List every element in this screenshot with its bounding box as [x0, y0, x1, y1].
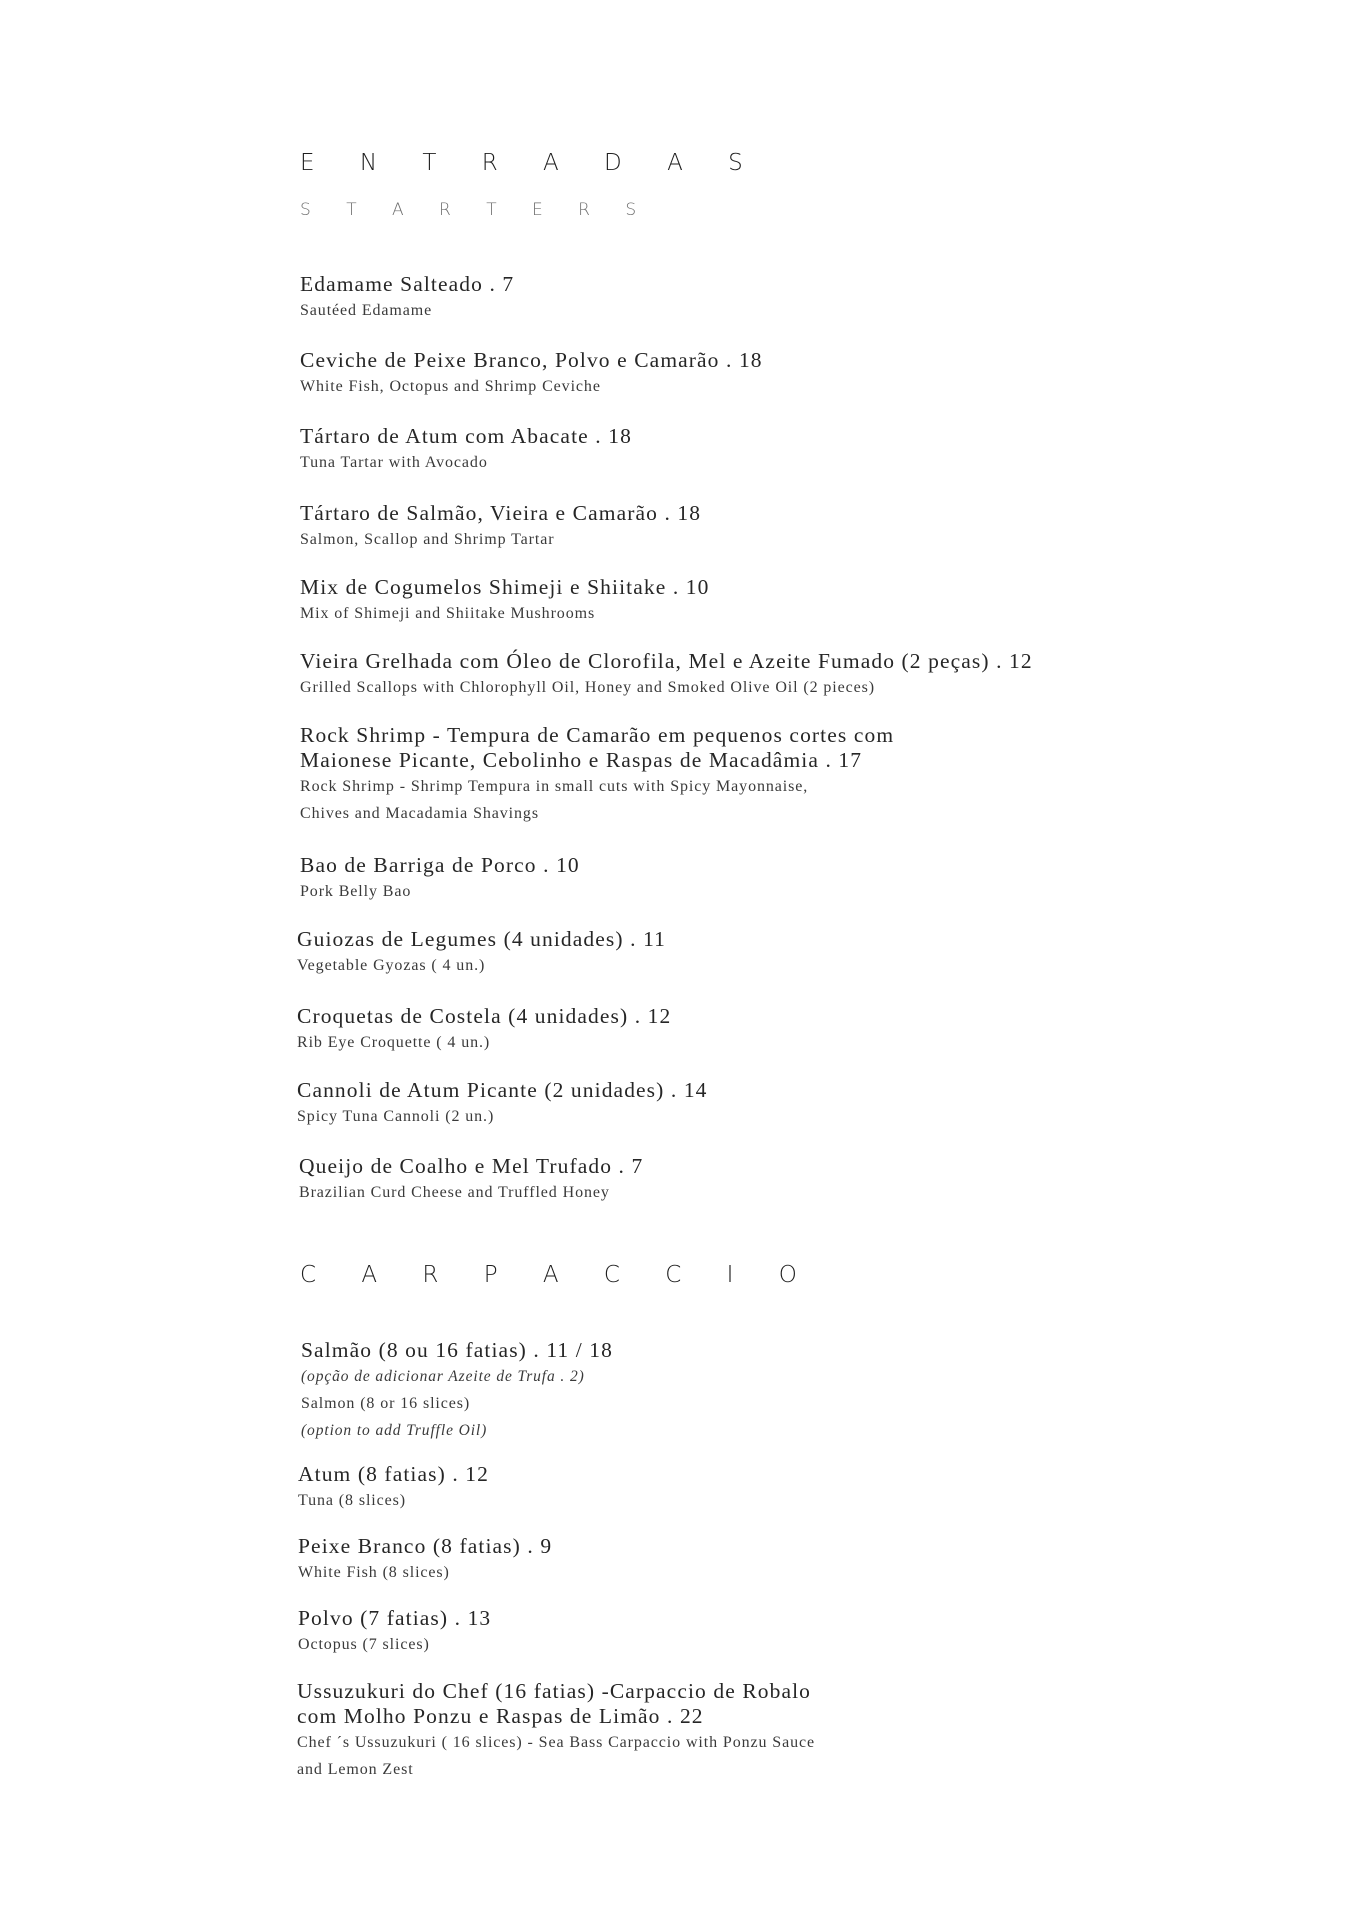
item-name-pt: Guiozas de Legumes (4 unidades) . 11 — [297, 927, 666, 951]
item-name-en-line-2: and Lemon Zest — [297, 1761, 414, 1778]
item-name-pt: Polvo (7 fatias) . 13 — [298, 1606, 492, 1630]
item-note-pt: (opção de adicionar Azeite de Trufa . 2) — [301, 1368, 585, 1385]
item-name-pt: Peixe Branco (8 fatias) . 9 — [298, 1534, 553, 1558]
item-name-pt: Queijo de Coalho e Mel Trufado . 7 — [299, 1154, 644, 1178]
item-name-pt: Salmão (8 ou 16 fatias) . 11 / 18 — [301, 1338, 613, 1362]
item-name-pt: Croquetas de Costela (4 unidades) . 12 — [297, 1004, 672, 1028]
menu-item — [301, 1338, 613, 1444]
item-name-en: Tuna Tartar with Avocado — [300, 454, 488, 471]
item-name-en: Octopus (7 slices) — [298, 1636, 430, 1653]
item-name-pt — [297, 1679, 815, 1729]
item-name-en-line-1: Rock Shrimp - Shrimp Tempura in small cuts with Spicy Mayonnaise, — [300, 778, 809, 795]
menu-item — [300, 723, 894, 827]
section-subtitle-starters: S T A R T E R S — [300, 200, 652, 220]
menu-item — [299, 1154, 643, 1206]
menu-item — [298, 1534, 552, 1586]
menu-item — [300, 424, 632, 476]
item-name-pt: Tártaro de Atum com Abacate . 18 — [300, 424, 632, 448]
item-name-en: Spicy Tuna Cannoli (2 un.) — [297, 1108, 495, 1125]
item-name-en — [300, 773, 894, 827]
item-name-en-line-2: Chives and Macadamia Shavings — [300, 805, 539, 822]
menu-item — [297, 1679, 815, 1783]
item-name-pt-line-1: Rock Shrimp - Tempura de Camarão em pequenos cortes com — [300, 723, 895, 747]
item-name-en: White Fish, Octopus and Shrimp Ceviche — [300, 378, 601, 395]
item-name-en: Sautéed Edamame — [300, 302, 433, 319]
item-name-pt: Ceviche de Peixe Branco, Polvo e Camarão . 18 — [300, 348, 763, 372]
menu-item — [300, 575, 709, 627]
item-name-en: Grilled Scallops with Chlorophyll Oil, Honey and Smoked Olive Oil (2 pieces) — [300, 679, 875, 696]
menu-item — [300, 853, 580, 905]
item-name-en — [297, 1729, 815, 1783]
item-name-pt: Bao de Barriga de Porco . 10 — [300, 853, 580, 877]
item-name-pt-line-1: Ussuzukuri do Chef (16 fatias) -Carpaccio de Robalo — [297, 1679, 812, 1703]
item-name-en: Rib Eye Croquette ( 4 un.) — [297, 1034, 491, 1051]
menu-item — [297, 1004, 671, 1056]
menu-item — [300, 272, 514, 324]
item-name-en: Tuna (8 slices) — [298, 1492, 407, 1509]
menu-item — [297, 1078, 708, 1130]
item-name-pt: Cannoli de Atum Picante (2 unidades) . 14 — [297, 1078, 708, 1102]
menu-item — [300, 649, 1033, 701]
item-name-en: Vegetable Gyozas ( 4 un.) — [297, 957, 486, 974]
section-title-carpaccio: C A R P A C C I O — [300, 1262, 816, 1288]
item-note-en: (option to add Truffle Oil) — [301, 1422, 488, 1439]
item-name-en: Salmon (8 or 16 slices) — [301, 1395, 471, 1412]
item-name-pt: Tártaro de Salmão, Vieira e Camarão . 18 — [300, 501, 702, 525]
item-name-pt: Edamame Salteado . 7 — [300, 272, 515, 296]
menu-item — [300, 348, 763, 400]
item-name-pt-line-2: com Molho Ponzu e Raspas de Limão . 22 — [297, 1704, 704, 1728]
menu-item — [300, 501, 701, 553]
menu-item — [298, 1606, 491, 1658]
menu-item — [298, 1462, 489, 1514]
item-name-en: Pork Belly Bao — [300, 883, 412, 900]
item-name-pt — [300, 723, 894, 773]
item-name-pt: Vieira Grelhada com Óleo de Clorofila, Mel e Azeite Fumado (2 peças) . 12 — [300, 649, 1033, 673]
item-name-en: White Fish (8 slices) — [298, 1564, 450, 1581]
item-name-pt-line-2: Maionese Picante, Cebolinho e Raspas de Macadâmia . 17 — [300, 748, 863, 772]
item-name-pt: Atum (8 fatias) . 12 — [298, 1462, 489, 1486]
item-name-en: Mix of Shimeji and Shiitake Mushrooms — [300, 605, 596, 622]
section-title-entradas: E N T R A D A S — [300, 150, 762, 176]
item-name-en: Brazilian Curd Cheese and Truffled Honey — [299, 1184, 610, 1201]
item-name-pt: Mix de Cogumelos Shimeji e Shiitake . 10 — [300, 575, 710, 599]
item-name-en-line-1: Chef ´s Ussuzukuri ( 16 slices) - Sea Bass Carpaccio with Ponzu Sauce — [297, 1734, 815, 1751]
item-name-en: Salmon, Scallop and Shrimp Tartar — [300, 531, 555, 548]
menu-item — [297, 927, 666, 979]
